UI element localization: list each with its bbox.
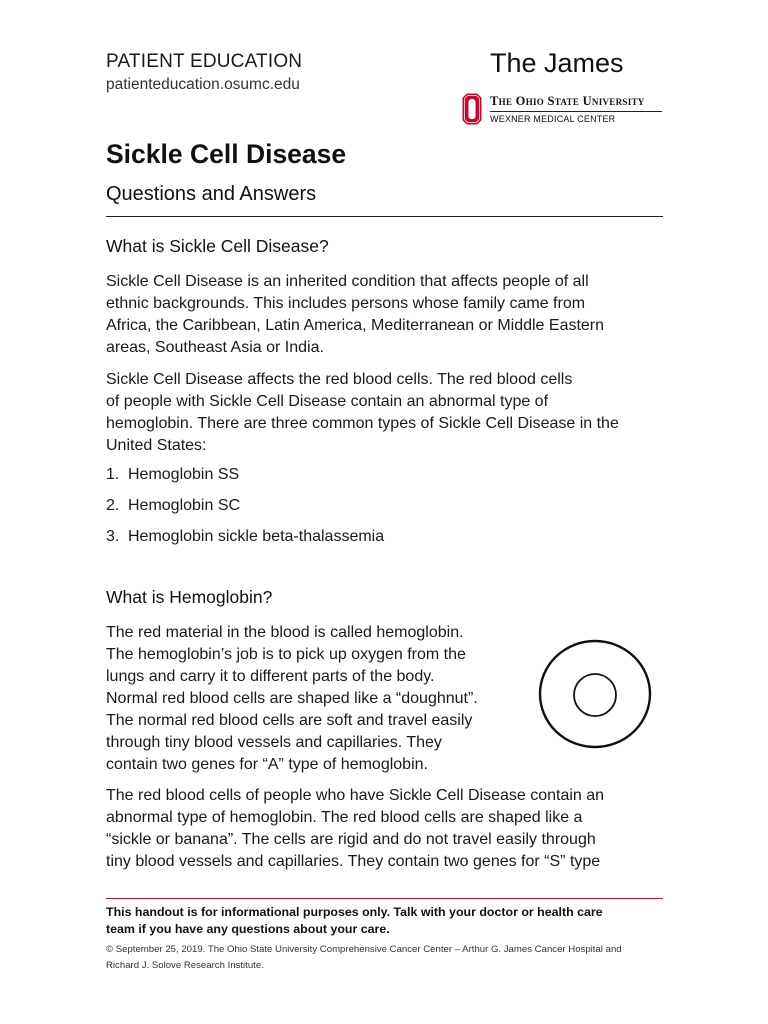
text-line: ethnic backgrounds. This includes persons whose family came from — [106, 295, 586, 312]
section-heading-hemoglobin: What is Hemoglobin? — [106, 587, 273, 607]
text-line: Richard J. Solove Research Institute. — [106, 960, 264, 971]
brand-name: The James — [490, 48, 624, 78]
text-line: Sickle Cell Disease affects the red blood cells. The red blood cells — [106, 371, 573, 388]
page-title: Sickle Cell Disease — [106, 139, 347, 169]
logo-divider — [490, 111, 662, 112]
text-line: through tiny blood vessels and capillaries. They — [106, 734, 442, 751]
text-line: areas, Southeast Asia or India. — [106, 339, 324, 356]
text-line: This handout is for informational purposes only. Talk with your doctor or health care — [106, 905, 603, 919]
text-line: contain two genes for “A” type of hemoglobin. — [106, 756, 428, 773]
text-line: Normal red blood cells are shaped like a “doughnut”. — [106, 690, 478, 707]
text-line: The red blood cells of people who have Sickle Cell Disease contain an — [106, 787, 605, 804]
text-line: lungs and carry it to different parts of the body. — [106, 668, 435, 685]
text-line: of people with Sickle Cell Disease contain an abnormal type of — [106, 393, 549, 410]
title-divider — [106, 216, 663, 217]
paragraph-sickle-cell-intro — [106, 271, 604, 359]
list-item-number: 2. — [106, 497, 120, 514]
text-line: hemoglobin. There are three common types of Sickle Cell Disease in the — [106, 415, 619, 432]
block-o-logo-icon — [461, 93, 483, 125]
text-line: team if you have any questions about your care. — [106, 922, 390, 936]
list-item: Hemoglobin sickle beta-thalassemia — [128, 528, 385, 545]
list-item: Hemoglobin SC — [128, 497, 241, 514]
section-heading-sickle-cell: What is Sickle Cell Disease? — [106, 236, 329, 256]
list-item: Hemoglobin SS — [128, 466, 240, 483]
text-line: © September 25, 2019. The Ohio State University Comprehensive Cancer Center – Arthur G. James Cancer Hospital and — [106, 944, 622, 955]
university-name: The Ohio State University — [490, 94, 645, 108]
text-line: Sickle Cell Disease is an inherited condition that affects people of all — [106, 273, 589, 290]
text-line: tiny blood vessels and capillaries. They contain two genes for “S” type — [106, 853, 601, 870]
text-line: The hemoglobin’s job is to pick up oxygen from the — [106, 646, 466, 663]
text-line: Africa, the Caribbean, Latin America, Mediterranean or Middle Eastern — [106, 317, 605, 334]
paragraph-red-blood-cells — [106, 369, 619, 457]
copyright-notice — [106, 942, 666, 974]
paragraph-hemoglobin-intro — [106, 622, 478, 776]
text-line: “sickle or banana”. The cells are rigid and do not travel easily through — [106, 831, 596, 848]
paragraph-sickle-cells — [106, 785, 604, 873]
disclaimer-note — [106, 904, 666, 938]
list-item-number: 1. — [106, 466, 120, 483]
normal-red-blood-cell-illustration — [537, 638, 653, 750]
list-item-number: 3. — [106, 528, 120, 545]
website-url: patienteducation.osumc.edu — [106, 76, 300, 93]
page-subtitle: Questions and Answers — [106, 183, 317, 205]
text-line: The red material in the blood is called hemoglobin. — [106, 624, 464, 641]
medical-center-name: WEXNER MEDICAL CENTER — [490, 114, 616, 124]
text-line: abnormal type of hemoglobin. The red blood cells are shaped like a — [106, 809, 583, 826]
text-line: The normal red blood cells are soft and travel easily — [106, 712, 473, 729]
text-line: United States: — [106, 437, 207, 454]
footer-divider — [106, 898, 663, 899]
patient-education-label: PATIENT EDUCATION — [106, 51, 303, 72]
